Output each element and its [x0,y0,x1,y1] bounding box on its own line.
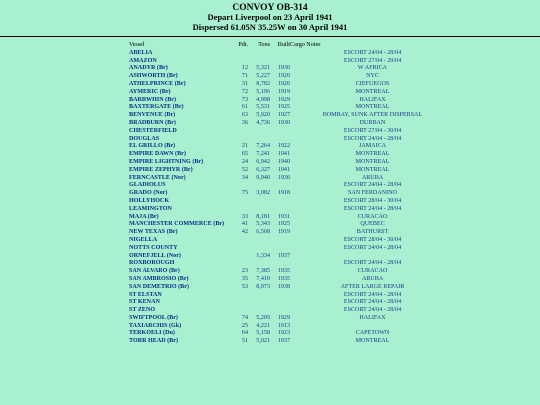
cell-vessel[interactable]: AMAZON [129,57,157,64]
cell-notes: MONTREAL [355,338,390,345]
cell-vessel[interactable]: BAXTERGATE (Br) [129,104,184,111]
cell-pdt: 33 [241,213,248,220]
cell-built: 1925 [277,221,290,228]
cell-tons: 5,321 [256,65,270,72]
table-row [129,198,455,206]
cell-notes: JAMAICA [358,143,387,150]
cell-pdt: 75 [241,190,248,197]
table-row [129,167,455,175]
cell-tons: 4,736 [256,119,270,126]
cell-built [270,237,290,245]
cell-pdt: 65 [241,151,248,158]
cell-tons [248,50,270,58]
cell-tons: 8,073 [256,283,270,290]
cell-tons: 4,221 [256,322,270,329]
cell-built: 1935 [277,275,290,282]
cell-built [270,292,290,300]
table-row [129,120,455,128]
table-row [129,128,455,136]
cell-vessel[interactable]: MANCHESTER COMMERCE (Br) [129,221,225,228]
cell-vessel[interactable]: AYMERIC (Br) [129,88,171,95]
header-divider [0,36,540,37]
cell-built: 1918 [277,190,290,197]
cell-tons: 7,385 [256,268,270,275]
cell-pdt: 23 [241,268,248,275]
cell-vessel[interactable]: SAN ALVARO (Br) [129,268,180,275]
col-notes: Cargo Notes [290,42,321,48]
page-header [0,0,540,32]
table-row [129,104,455,112]
cell-pdt [235,237,248,245]
cell-tons: 9,940 [256,174,270,181]
cell-pdt: 42 [241,229,248,236]
cell-vessel[interactable]: GLADIOLUS [129,182,166,189]
cell-vessel[interactable]: MAJA (Br) [129,213,159,220]
cell-notes: ARUBA [361,174,384,181]
cell-vessel[interactable]: CHESTERFIELD [129,127,177,134]
cell-built: 1930 [277,119,290,126]
cell-notes: CURACAO [357,268,388,275]
cell-notes: BOMBAY, SUNK AFTER DISPERSAL [322,112,423,119]
cell-tons: 6,942 [256,158,270,165]
cell-notes: MONTREAL [355,158,390,165]
cell-pdt [235,307,248,315]
cell-built: 1920 [277,73,290,80]
cell-vessel[interactable]: ABELIA [129,49,153,56]
table-header-row [129,42,455,50]
cell-vessel[interactable]: ST KENAN [129,299,160,306]
cell-notes: ESCORT 24/04 - 28/04 [343,307,402,314]
table-row [129,73,455,81]
cell-pdt: 21 [241,143,248,150]
cell-notes: CURACAO [357,213,388,220]
table-row [129,253,455,261]
cell-built: 1941 [277,166,290,173]
cell-pdt [235,182,248,190]
cell-vessel[interactable]: TERKOELI (Du) [129,330,175,337]
cell-tons: 5,227 [256,73,270,80]
cell-tons: 7,264 [256,143,270,150]
table-row [129,268,455,276]
cell-notes: AFTER LARGE REPAIR [340,283,405,290]
cell-vessel[interactable]: HOLLYHOCK [129,197,170,204]
table-row [129,190,455,198]
cell-notes: ESCORT 24/04 - 28/04 [343,49,402,56]
cell-built: 1937 [277,338,290,345]
departure-line: Depart Liverpool on 23 April 1941 [207,12,333,22]
cell-tons: 5,158 [256,330,270,337]
cell-built: 1927 [277,112,290,119]
cell-built [270,50,290,58]
table-row [129,136,455,144]
cell-tons [248,260,270,268]
table-row [129,292,455,300]
table-row [129,338,455,346]
cell-built: 1913 [277,322,290,329]
cell-notes [290,323,455,331]
table-row [129,206,455,214]
cell-built: 1935 [277,268,290,275]
cell-vessel[interactable]: SAN AMBROSIO (Br) [129,275,189,282]
cell-vessel[interactable]: BENVENUE (Br) [129,112,176,119]
cell-vessel[interactable]: LEAMINGTON [129,205,172,212]
table-row [129,260,455,268]
cell-pdt: 73 [241,96,248,103]
cell-notes: MONTREAL [355,166,390,173]
cell-notes: BATHURST [356,229,389,236]
cell-tons [248,136,270,144]
cell-vessel[interactable]: SAN DEMETRIO (Br) [129,283,189,290]
cell-pdt: 12 [241,65,248,72]
cell-pdt [235,58,248,66]
cell-notes: ESCORT 24/04 - 28/04 [343,299,402,306]
cell-tons: 7,410 [256,275,270,282]
cell-notes: HALIFAX [359,314,386,321]
table-row [129,50,455,58]
cell-tons [248,198,270,206]
cell-tons: 5,021 [256,338,270,345]
table-row [129,175,455,183]
cell-pdt: 53 [241,283,248,290]
cell-tons: 5,205 [256,314,270,321]
cell-pdt [235,299,248,307]
cell-pdt: 31 [241,80,248,87]
cell-built [270,260,290,268]
cell-vessel[interactable]: GRADO (Nor) [129,190,168,197]
cell-tons: 5,196 [256,88,270,95]
cell-built: 1931 [277,213,290,220]
cell-vessel[interactable]: ORNEFJELL (Nor) [129,252,181,259]
table-row [129,182,455,190]
table-row [129,237,455,245]
cell-built: 1919 [277,88,290,95]
cell-tons: 5,343 [256,221,270,228]
cell-vessel[interactable]: EMPIRE DAWN (Br) [129,151,186,158]
cell-tons: 3,082 [256,190,270,197]
table-row [129,276,455,284]
cell-tons [248,307,270,315]
cell-pdt: 24 [241,158,248,165]
cell-vessel[interactable]: ST ZENO [129,307,156,314]
table-row [129,58,455,66]
cell-vessel[interactable]: NEW TEXAS (Br) [129,229,178,236]
cell-built: 1929 [277,96,290,103]
table-row [129,229,455,237]
cell-vessel[interactable]: ANADYR (Br) [129,65,168,72]
cell-pdt [235,253,248,261]
cell-notes: ESCORT 27/04 - 30/04 [343,127,402,134]
cell-notes: ESCORT 28/04 - 30/04 [343,197,402,204]
convoy-title: CONVOY OB-314 [232,3,308,13]
cell-pdt: 35 [241,275,248,282]
cell-built: 1925 [277,104,290,111]
cell-pdt: 36 [241,119,248,126]
cell-notes: SAN FERDANINO [348,190,397,197]
cell-pdt: 25 [241,322,248,329]
table-row [129,315,455,323]
cell-built [270,182,290,190]
cell-notes: MONTREAL [355,88,390,95]
cell-pdt [235,198,248,206]
col-pdt: Pdt. [238,42,248,48]
cell-notes: CIEFUEGOS [355,80,390,87]
table-row [129,159,455,167]
table-row [129,143,455,151]
cell-tons: 5,531 [256,104,270,111]
cell-pdt: 41 [241,221,248,228]
col-tons: Tons [258,42,270,48]
dispersal-line: Dispersed 61.05N 35.25W on 30 April 1941 [192,21,348,32]
table-row [129,307,455,315]
cell-pdt: 74 [241,314,248,321]
cell-vessel[interactable]: EMPIRE LIGHTNING (Br) [129,158,204,165]
cell-vessel[interactable]: TAXIARCHIS (Gk) [129,322,182,329]
cell-tons [248,245,270,253]
cell-tons: 8,181 [256,213,270,220]
cell-built: 1937 [277,252,290,259]
cell-pdt: 51 [241,338,248,345]
cell-built [270,198,290,206]
cell-vessel[interactable]: ATHELPRINCE (Br) [129,80,186,87]
table-row [129,112,455,120]
cell-notes: ESCORT 27/04 - 29/04 [343,57,402,64]
cell-notes: ARUBA [361,275,384,282]
convoy-table [129,42,455,346]
cell-pdt [235,206,248,214]
cell-notes: MONTREAL [355,104,390,111]
cell-notes: ESCORT 24/04 - 28/04 [343,182,402,189]
cell-pdt: 61 [241,104,248,111]
cell-tons: 4,998 [256,96,270,103]
col-vessel: Vessel [129,42,145,48]
col-built: Built [277,42,290,48]
cell-notes: ESCORT 24/04 - 28/04 [343,135,402,142]
cell-built: 1940 [277,158,290,165]
cell-tons [248,292,270,300]
cell-notes: DURBAN [359,119,386,126]
table-row [129,245,455,253]
cell-notes: ESCORT 24/04 - 28/04 [343,260,402,267]
cell-notes: MONTREAL [355,151,390,158]
cell-built [270,206,290,214]
cell-built: 1926 [277,80,290,87]
cell-notes: NYC [366,73,379,80]
cell-tons [248,128,270,136]
cell-vessel[interactable]: TORR HEAD (Br) [129,338,178,345]
cell-pdt [235,136,248,144]
cell-pdt [235,292,248,300]
cell-pdt: 52 [241,166,248,173]
cell-pdt [235,128,248,136]
cell-built: 1938 [277,283,290,290]
cell-pdt: 64 [241,330,248,337]
cell-built [270,307,290,315]
table-row [129,81,455,89]
cell-notes: QUEBEC [360,221,385,228]
table-row [129,323,455,331]
cell-built: 1923 [277,330,290,337]
cell-tons [248,206,270,214]
cell-pdt: 63 [241,112,248,119]
cell-built: 1941 [277,151,290,158]
cell-vessel[interactable]: ST ELSTAN [129,291,162,298]
cell-pdt [235,245,248,253]
cell-vessel[interactable]: DOUGLAS [129,135,160,142]
cell-tons [248,58,270,66]
cell-built: 1919 [277,229,290,236]
cell-notes: ESCORT 24/04 - 28/04 [343,244,402,251]
cell-notes: ESCORT 24/04 - 28/04 [343,291,402,298]
table-row [129,89,455,97]
cell-notes: ESCORT 28/04 - 30/04 [343,236,402,243]
cell-pdt: 34 [241,174,248,181]
cell-built [270,299,290,307]
cell-notes: CAPETOWN [355,330,390,337]
cell-built: 1922 [277,143,290,150]
table-row [129,151,455,159]
cell-vessel[interactable]: ROXBOROUGH [129,260,175,267]
cell-vessel[interactable]: BRADBURN (Br) [129,119,176,126]
cell-built [270,245,290,253]
cell-notes: ESCORT 24/04 - 28/04 [343,205,402,212]
cell-vessel[interactable]: EL GRILLO (Br) [129,143,176,150]
cell-vessel[interactable]: FERNCASTLE (Nor) [129,174,186,181]
cell-built: 1930 [277,65,290,72]
cell-tons [248,182,270,190]
table-row [129,299,455,307]
cell-tons [248,237,270,245]
cell-vessel[interactable]: EMPIRE ZEPHYR (Br) [129,166,193,173]
cell-tons: 6,568 [256,229,270,236]
cell-pdt [235,260,248,268]
cell-pdt [235,50,248,58]
cell-vessel[interactable]: ASHWORTH (Br) [129,73,178,80]
cell-tons: 8,782 [256,80,270,87]
cell-built [270,136,290,144]
cell-built [270,128,290,136]
cell-vessel[interactable]: SWIFTPOOL (Br) [129,314,178,321]
cell-pdt: 72 [241,88,248,95]
cell-built: 1929 [277,314,290,321]
cell-vessel[interactable]: BARRWHIN (Br) [129,96,177,103]
cell-notes [290,253,455,261]
cell-notes: W AFRICA [357,65,388,72]
cell-notes: HALIFAX [359,96,386,103]
cell-tons: 1,334 [256,252,270,259]
cell-tons: 7,241 [256,151,270,158]
cell-vessel[interactable]: NOTTS COUNTY [129,244,178,251]
cell-tons [248,299,270,307]
cell-built: 1936 [277,174,290,181]
cell-tons: 6,327 [256,166,270,173]
cell-vessel[interactable]: NIGELLA [129,236,158,243]
table-row [129,284,455,292]
cell-tons: 5,920 [256,112,270,119]
table-row [129,221,455,229]
cell-built [270,58,290,66]
cell-pdt: 71 [241,73,248,80]
